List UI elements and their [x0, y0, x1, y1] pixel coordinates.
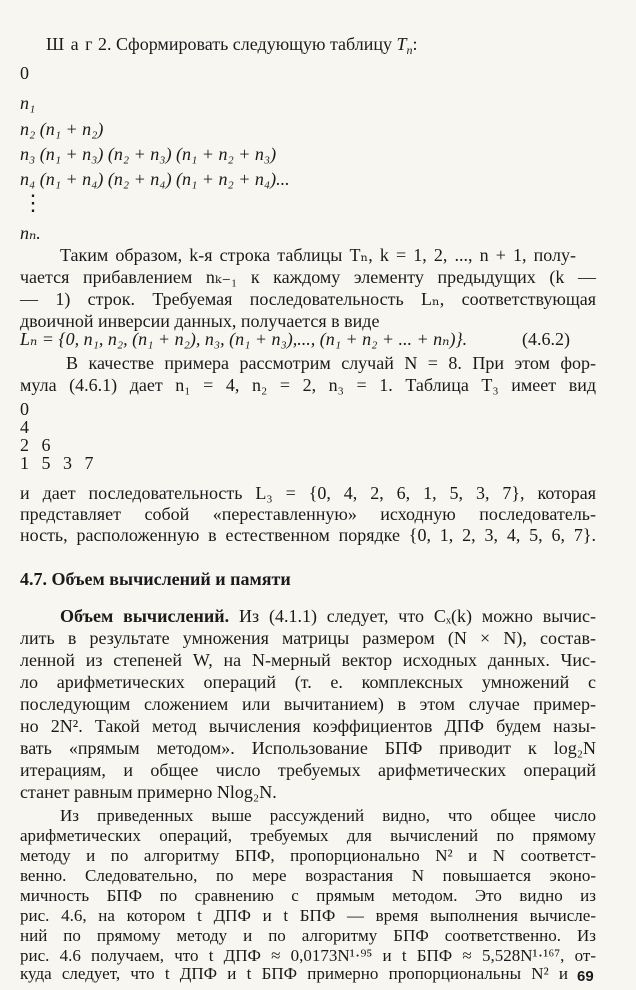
table-example-r1: 4 [20, 417, 29, 437]
table-general-dots: ⋮ [22, 190, 44, 215]
para5-line-7: ний по прямому методу и по алгоритму БПФ соответственно. Из [20, 926, 596, 945]
para2-line-2: мула (4.6.1) дает n₁ = 4, n₂ = 2, n₃ = 1. Таблица T₃ имеет вид [20, 375, 596, 395]
para5-line-4: венно. Следовательно, по мере возрастания N повышается эконо- [20, 866, 596, 885]
para5-line-2: арифметических операций, требуемых для вычислений по прямому [20, 826, 596, 845]
para4-line-6: но 2N². Такой метод вычисления коэффициентов ДПФ будем назы- [20, 716, 596, 736]
formula-4-6-2: Lₙ = {0, n₁, n₂, (n₁ + n₂), n₃, (n₁ + n₃),..., (n₁ + n₂ + ... + nₙ)}. [20, 329, 468, 349]
para4-line-1 [60, 605, 596, 627]
para4-line-2: лить в результате умножения матрицы размером (N × N), состав- [20, 628, 596, 648]
para5-line-6: рис. 4.6, на котором t ДПФ и t БПФ — время выполнения вычисле- [20, 906, 596, 925]
para4-line-7: вать «прямым методом». Использование БПФ приводит к log₂N [20, 738, 596, 758]
table-general-rn: nₙ. [20, 223, 41, 243]
step2-line [46, 33, 418, 55]
para3-line-2: представляет собой «переставленную» исходную последователь- [20, 504, 596, 524]
para1-line-4: двоичной инверсии данных, получается в виде [20, 311, 380, 331]
para5-line-1: Из приведенных выше рассуждений видно, что общее число [60, 806, 596, 825]
para5-line-5: мичность БПФ по сравнению с прямым методом. Это видно из [20, 886, 596, 905]
table-example-r3: 1 5 3 7 [20, 453, 98, 473]
para4-lead: Объем вычислений. [60, 606, 230, 626]
table-example-r2: 2 6 [20, 435, 55, 455]
para5-line-3: методу и по алгоритму БПФ, пропорционально N² и N соответст- [20, 846, 596, 865]
step2-sub: n [406, 43, 413, 57]
table-example-r0: 0 [20, 399, 29, 419]
table-general-r3: n₃ (n₁ + n₃) (n₂ + n₃) (n₁ + n₂ + n₃) [20, 144, 277, 164]
para4-line-8: итерациям, и общее число требуемых арифметических операций [20, 760, 596, 780]
table-general-r2: n₂ (n₁ + n₂) [20, 119, 104, 139]
para3-line-3: ность, расположенную в естественном порядке {0, 1, 2, 3, 4, 5, 6, 7}. [20, 525, 596, 545]
step2-label: Ш а г [46, 34, 94, 54]
para3-line-1: и дает последовательность L₃ = {0, 4, 2, 6, 1, 5, 3, 7}, которая [20, 483, 596, 503]
formula-number: (4.6.2) [522, 329, 570, 349]
para2-line-1: В качестве примера рассмотрим случай N = 8. При этом фор- [66, 353, 596, 373]
step2-math: T [396, 34, 407, 54]
para4-line-9: станет равным примерно Nlog₂N. [20, 782, 277, 802]
table-general-r1: n₁ [20, 93, 36, 113]
step2-colon: : [412, 34, 418, 54]
table-general-r0: 0 [20, 63, 29, 83]
para4-line-4: ло арифметических операций (т. е. комплексных умножений с [20, 672, 596, 692]
section-heading: 4.7. Объем вычислений и памяти [20, 569, 291, 589]
para4-line-5: последующим сложением или вычитанием) в этом случае пример- [20, 694, 596, 714]
page-number: 69 [577, 968, 594, 985]
para5-line-8: рис. 4.6 получаем, что t ДПФ ≈ 0,0173N¹·⁹⁵ и t БПФ ≈ 5,528N¹·¹⁶⁷, от- [20, 946, 596, 965]
para1-line-1: Таким образом, k-я строка таблицы Tₙ, k = 1, 2, ..., n + 1, полу- [60, 245, 576, 265]
para1-line-3: — 1) строк. Требуемая последовательность Lₙ, соответствующая [20, 289, 596, 309]
para4-line-1-text: Из (4.1.1) следует, что Cₓ(k) можно вычис- [239, 606, 596, 626]
para4-line-3: ленной из степеней W, на N-мерный вектор исходных данных. Чис- [20, 650, 596, 670]
table-general-r4: n₄ (n₁ + n₄) (n₂ + n₄) (n₁ + n₂ + n₄)... [20, 169, 290, 189]
step2-text: 2. Сформировать следующую таблицу [93, 34, 397, 54]
para5-line-9: куда следует, что t ДПФ и t БПФ примерно пропорциональны N² и [20, 964, 568, 983]
para1-line-2: чается прибавлением nₖ₋₁ к каждому элементу предыдущих (k — [20, 267, 596, 287]
